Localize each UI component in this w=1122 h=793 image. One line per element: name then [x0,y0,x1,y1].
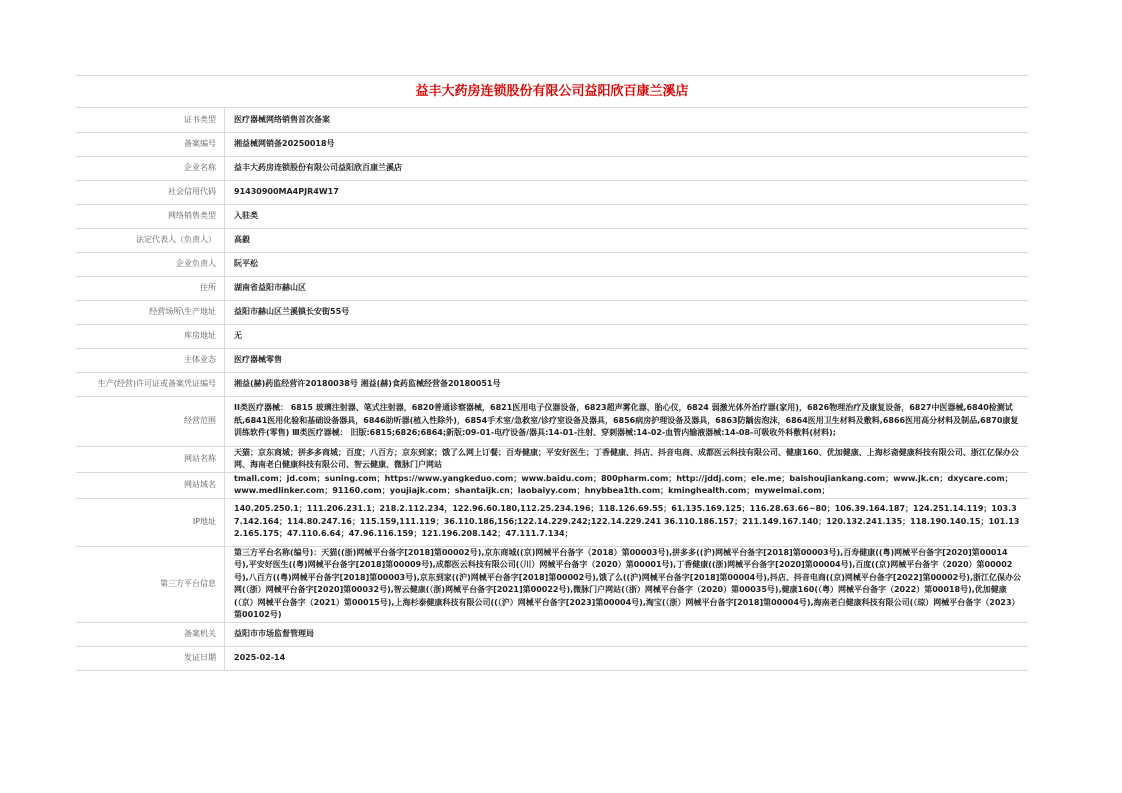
field-label: 住所 [76,276,225,300]
field-label: 网站域名 [76,472,225,498]
field-label: 法定代表人（负责人） [76,228,225,252]
field-label: 证书类型 [76,108,225,132]
field-value: 医疗器械网络销售首次备案 [225,108,1029,132]
field-value: tmall.com；jd.com；suning.com；https://www.yangkeduo.com；www.baidu.com；800pharm.com；http://jddj.com；ele.me；baishoujiankang.com；www.jk.cn；dxycare.com；www.medlinker.com；91160.com；youjiajk.com；shantaijk.cn；laobaiyy.com；hnybbea1th.com；kminghealth.com；myweimai.com； [225,472,1029,498]
table-row [76,156,1028,180]
page-title: 益丰大药房连锁股份有限公司益阳欣百康兰溪店 [76,76,1028,108]
table-row [76,252,1028,276]
field-value: II类医疗器械： 6815 玻璃注射器、笔式注射器，6820普通诊察器械，6821医用电子仪器设备，6823超声雾化器、胎心仪，6824 弱激光体外治疗器(家用)，6826物理治疗及康复设备，6827中医器械,6840检测试纸,6841医用化验和基础设备器具，6846助听器(植入性除外)，6854手术室/急救室/诊疗室设备及器具，6856病房护理设备及器具，6863防龋齿泡沫，6864医用卫生材料及敷料,6866医用高分材料及制品,6870康复训练软件(零售) Ⅲ类医疗器械： 旧版:6815;6826;6864;新版:09-01-电疗设备/器具:14-01-注射、穿刺器械:14-02-血管内输液器械:14-08-可吸收外科敷料(材料); [225,396,1029,446]
field-value: 益丰大药房连锁股份有限公司益阳欣百康兰溪店 [225,156,1029,180]
field-label: 备案机关 [76,622,225,646]
field-value: 益阳市赫山区兰溪镇长安街55号 [225,300,1029,324]
field-label: 经营范围 [76,396,225,446]
table-row [76,348,1028,372]
field-value: 天猫；京东商城；拼多多商城；百度；八百方；京东到家；饿了么网上订餐；百寿健康；平安好医生；丁香健康、抖店、抖音电商、成都医云科技有限公司、健康160、优加健康、上海杉斋健康科技有限公司、浙江亿保办公网、海南老白健康科技有限公司、智云健康、微脉门户网站 [225,446,1029,472]
table-row [76,204,1028,228]
field-value: 第三方平台名称(编号)：天猫((浙)网械平台备字[2018]第00002号),京东商城((京)网械平台备字（2018）第00003号),拼多多((沪)网械平台备字[2018]第00003号),百寿健康((粤)网械平台备字[2020]第00014号),平安好医生((粤)网械平台备字[2018]第00009号),成都医云科技有限公司(（川）网械平台备字（2020）第00001号),丁香健康((浙)网械平台备字[2020]第00004号),百度((京)网械平台备字（2020）第00002号),八百方((粤)网械平台备字[2018]第00003号),京东到家((沪)网械平台备字[2018]第00002号),饿了么((沪)网械平台备字[2018]第00004号),抖店、抖音电商((京)网械平台备字[2022]第00002号),浙江亿保办公网(（浙）网械平台备字[2020]第00032号),智云健康(（浙)网械平台备字[2021]第00022号),微脉门户网站(（浙）网械平台备字（2020）第00035号),健康160(（粤）网械平台备字（2022）第00018号),优加健康(（京）网械平台备字（2021）第00015号),上海杉泰健康科技有限公司((（沪）网械平台备字[2023]第00004号),淘宝(（浙）网械平台备字[2018]第00004号),海南老白健康科技有限公司(（琼）网械平台备字（2023）第00102号) [225,546,1029,622]
field-value: 湘益(赫)药监经营许20180038号 湘益(赫)食药监械经营备20180051号 [225,372,1029,396]
table-row [76,324,1028,348]
field-value: 91430900MA4PJR4W17 [225,180,1029,204]
field-label: 网络销售类型 [76,204,225,228]
table-row [76,472,1028,498]
field-label: 企业负责人 [76,252,225,276]
field-value: 2025-02-14 [225,646,1029,670]
field-label: 生产(经营)许可证或备案凭证编号 [76,372,225,396]
table-row [76,546,1028,622]
field-value: 入驻类 [225,204,1029,228]
table-row [76,446,1028,472]
record-table [76,108,1028,671]
field-value: 140.205.250.1；111.206.231.1；218.2.112.234，122.96.60.180,112.25.234.196；118.126.69.55；61.135.169.125；116.28.63.66~80；106.39.164.187；124.251.14.119；103.37.142.164；114.80.247.16；115.159,111.119；36.110.186,156;122.14.229.242;122.14.229.241 36.110.186.157；211.149.167.140；120.132.241.135；118.190.140.15；101.132.165.175；47.110.6.64；47.96.116.159；121.196.208.142；47.111.7.134； [225,498,1029,546]
field-value: 阮平松 [225,252,1029,276]
table-row [76,276,1028,300]
field-label: 网站名称 [76,446,225,472]
field-value: 湘益械网销备20250018号 [225,132,1029,156]
field-label: 库房地址 [76,324,225,348]
field-label: 经营场所\生产地址 [76,300,225,324]
field-label: 第三方平台信息 [76,546,225,622]
record-sheet [76,75,1028,671]
table-row [76,396,1028,446]
field-label: 社会信用代码 [76,180,225,204]
table-row [76,228,1028,252]
table-row [76,132,1028,156]
table-row [76,372,1028,396]
field-label: 发证日期 [76,646,225,670]
field-value: 医疗器械零售 [225,348,1029,372]
field-label: IP地址 [76,498,225,546]
field-value: 无 [225,324,1029,348]
table-row [76,180,1028,204]
table-row [76,646,1028,670]
field-label: 主体业态 [76,348,225,372]
field-value: 湖南省益阳市赫山区 [225,276,1029,300]
field-value: 益阳市市场监督管理局 [225,622,1029,646]
table-row [76,108,1028,132]
field-label: 企业名称 [76,156,225,180]
table-row [76,300,1028,324]
table-row [76,498,1028,546]
field-label: 备案编号 [76,132,225,156]
field-value: 高毅 [225,228,1029,252]
table-row [76,622,1028,646]
